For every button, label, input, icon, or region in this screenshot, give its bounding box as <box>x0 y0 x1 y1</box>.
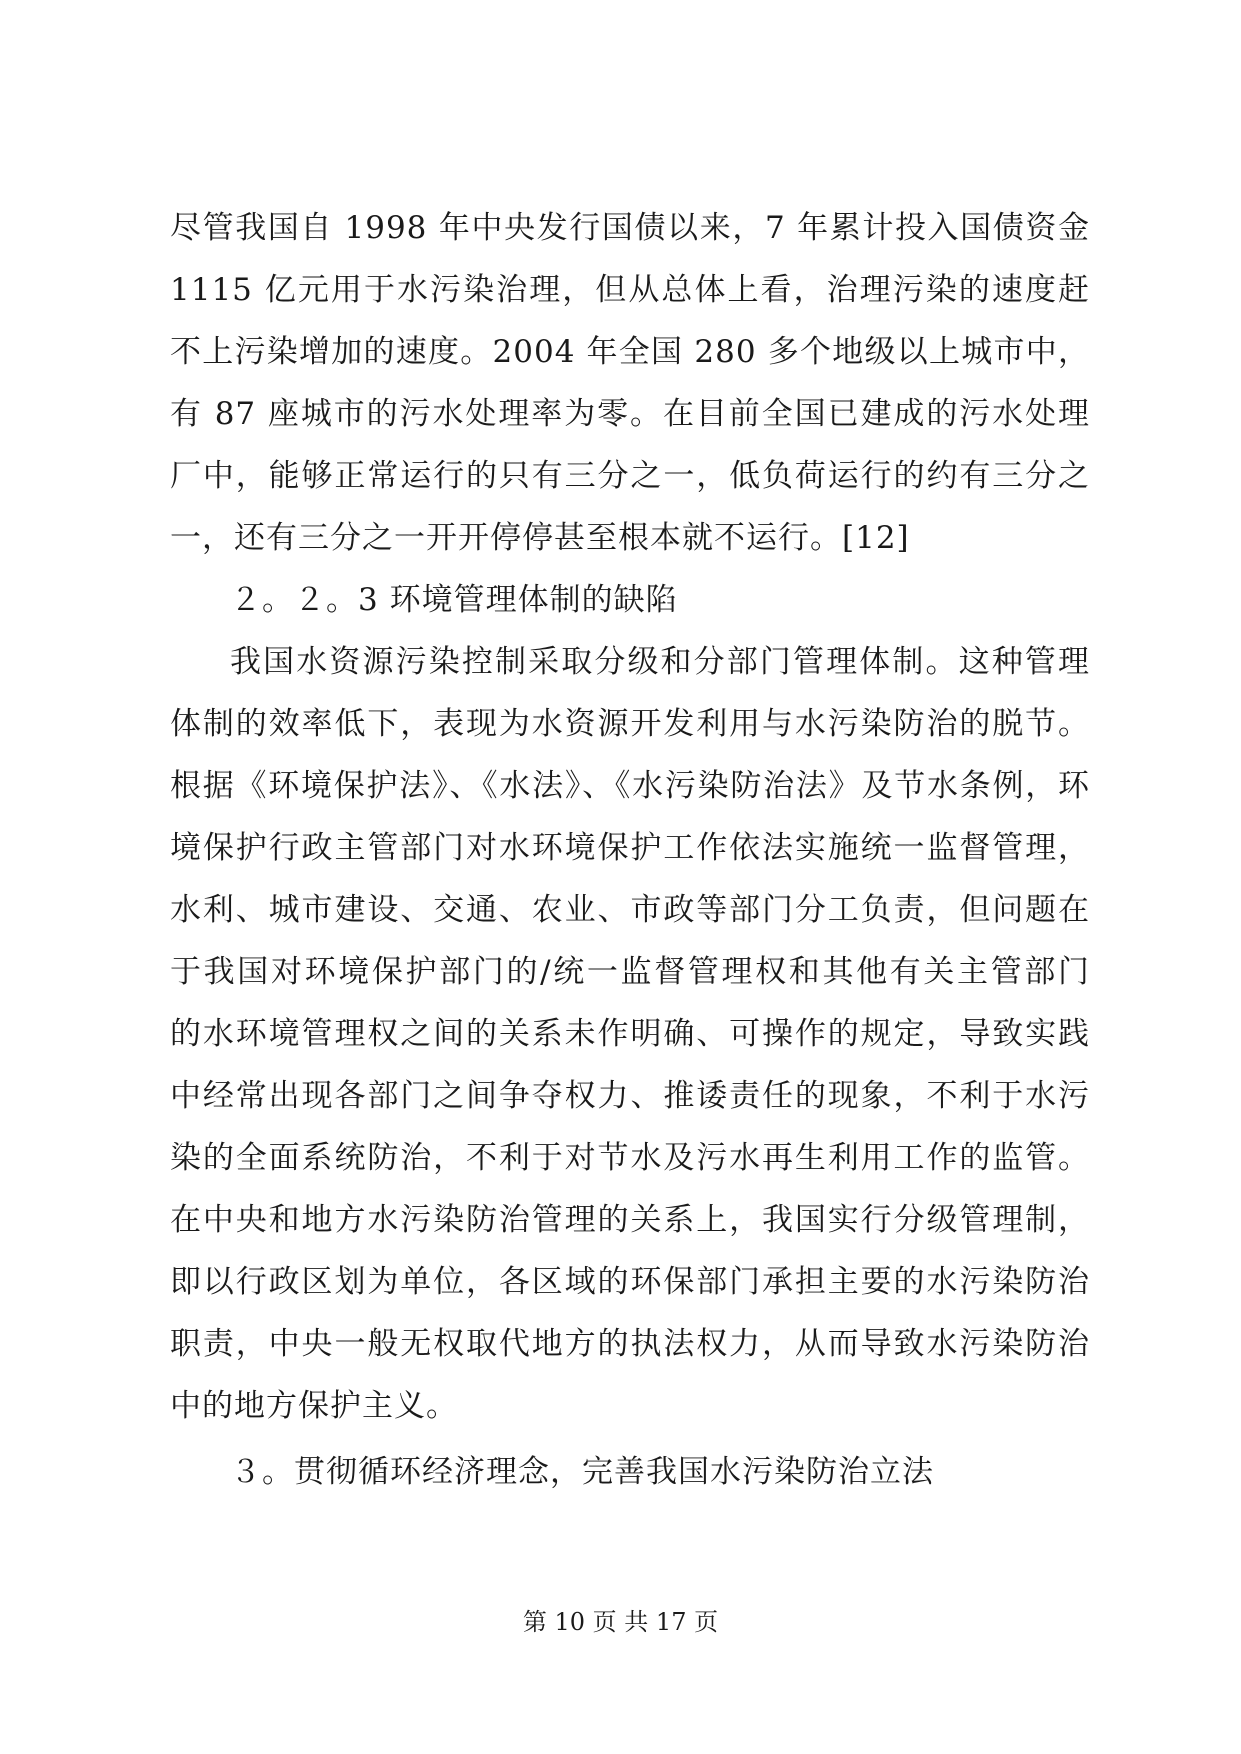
text-line-9: 体制的效率低下，表现为水资源开发利用与水污染防治的脱节。 <box>170 706 1090 742</box>
text-line-17: 在中央和地方水污染防治管理的关系上，我国实行分级管理制， <box>170 1202 1090 1238</box>
text-line-6: 一，还有三分之一开开停停甚至根本就不运行。[12] <box>170 520 910 556</box>
text-line-12: 水利、城市建设、交通、农业、市政等部门分工负责，但问题在 <box>170 892 1090 928</box>
text-line-3: 不上污染增加的速度。2004 年全国 280 多个地级以上城市中， <box>170 334 1090 370</box>
text-line-15: 中经常出现各部门之间争夺权力、推诿责任的现象，不利于水污 <box>170 1078 1090 1114</box>
text-line-20: 中的地方保护主义。 <box>170 1388 458 1424</box>
text-line-13: 于我国对环境保护部门的/统一监督管理权和其他有关主管部门 <box>170 954 1090 990</box>
text-line-10: 根据《环境保护法》、《水法》、《水污染防治法》及节水条例，环 <box>170 768 1090 804</box>
text-line-16: 染的全面系统防治，不利于对节水及污水再生利用工作的监管。 <box>170 1140 1090 1176</box>
section-heading-2-2-3: ２。２。3 环境管理体制的缺陷 <box>230 582 678 618</box>
page-footer: 第 10 页 共 17 页 <box>522 1608 719 1636</box>
text-line-4: 有 87 座城市的污水处理率为零。在目前全国已建成的污水处理 <box>170 396 1090 432</box>
text-line-11: 境保护行政主管部门对水环境保护工作依法实施统一监督管理， <box>170 830 1090 866</box>
text-line-8: 我国水资源污染控制采取分级和分部门管理体制。这种管理 <box>230 644 1090 680</box>
text-line-1: 尽管我国自 1998 年中央发行国债以来，7 年累计投入国债资金 <box>170 210 1090 246</box>
text-line-18: 即以行政区划为单位，各区域的环保部门承担主要的水污染防治 <box>170 1264 1090 1300</box>
section-heading-3: ３。贯彻循环经济理念，完善我国水污染防治立法 <box>230 1454 934 1490</box>
text-line-2: 1115 亿元用于水污染治理，但从总体上看，治理污染的速度赶 <box>170 272 1090 308</box>
text-line-5: 厂中，能够正常运行的只有三分之一，低负荷运行的约有三分之 <box>170 458 1090 494</box>
text-line-14: 的水环境管理权之间的关系未作明确、可操作的规定，导致实践 <box>170 1016 1090 1052</box>
text-line-19: 职责，中央一般无权取代地方的执法权力，从而导致水污染防治 <box>170 1326 1090 1362</box>
